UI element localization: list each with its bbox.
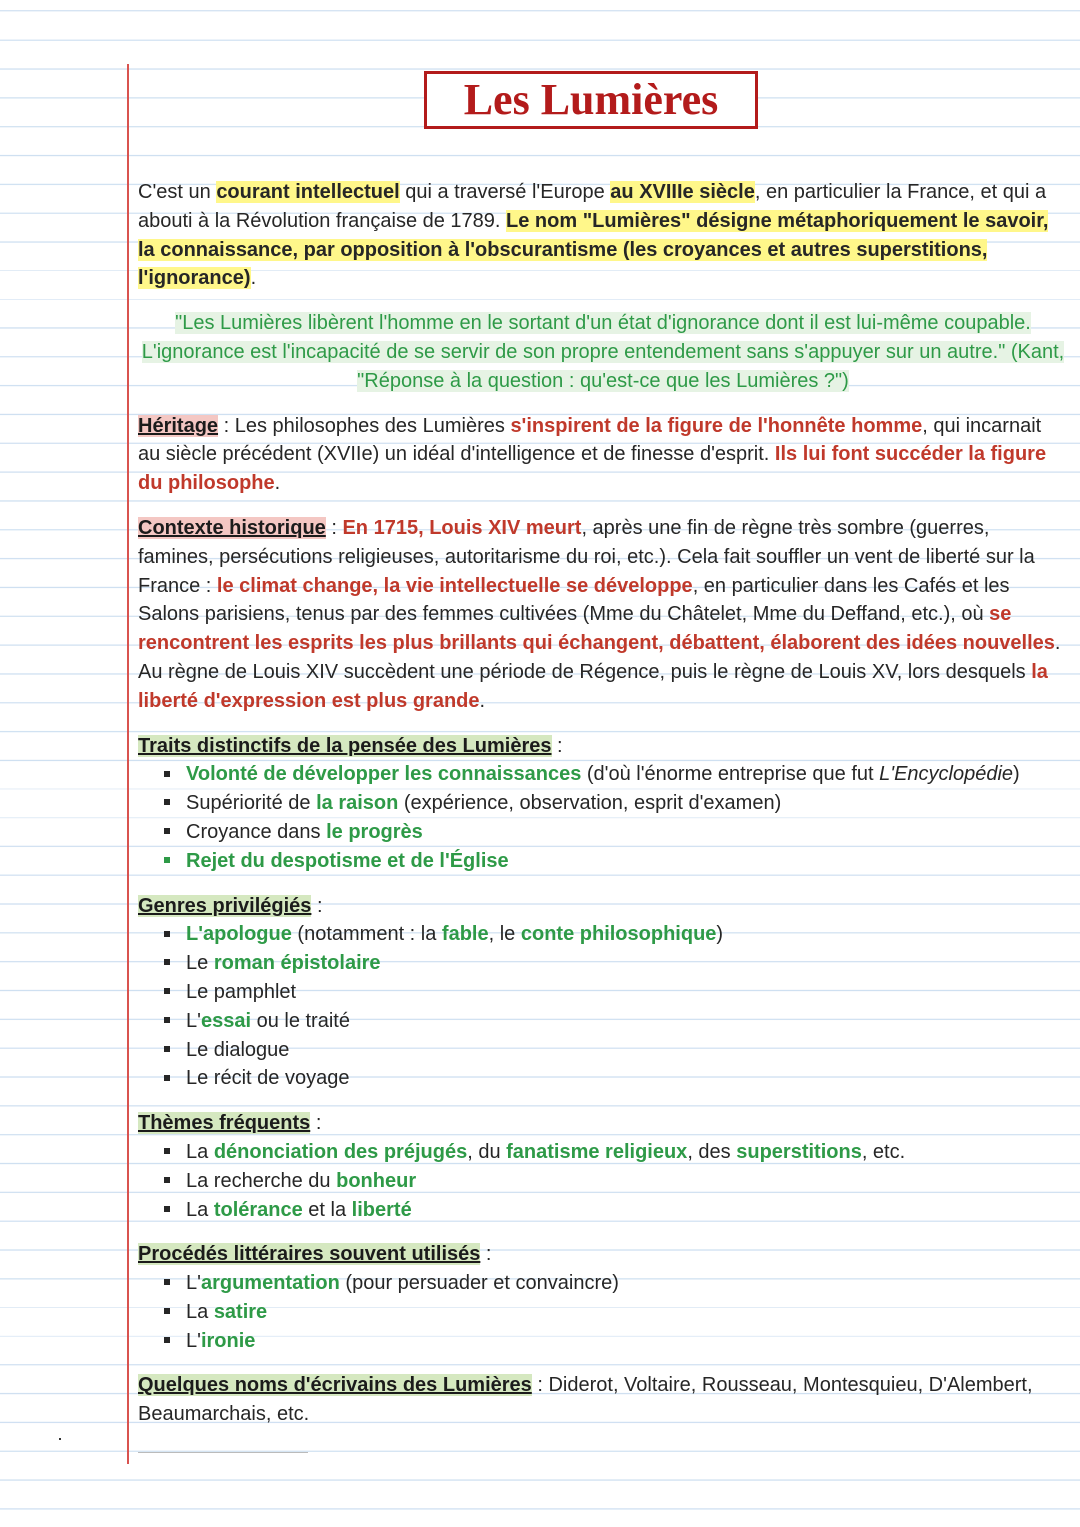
list-item — [164, 978, 1068, 1007]
intro-highlight: courant intellectuel — [216, 181, 400, 203]
heritage-heading: Héritage — [138, 414, 219, 437]
bullet-icon — [164, 949, 170, 978]
item-text: (notamment : la — [291, 923, 442, 946]
item-text: Le — [186, 952, 214, 975]
item-emphasis: ironie — [200, 1329, 256, 1352]
list-item — [164, 1167, 1068, 1196]
item-emphasis: roman épistolaire — [213, 952, 381, 975]
procedes-section — [138, 1240, 1068, 1355]
quote-text: "Les Lumières libèrent l'homme en le sortant d'un état d'ignorance dont il est lui-même coupable. L'ignorance est l'incapacité de se servir de son propre entendement sans s'appuyer sur un autre." (Kant, "Réponse à la question : qu'est-ce que les Lumières ?") — [141, 312, 1065, 392]
item-text: Le récit de voyage — [186, 1067, 350, 1090]
contexte-text: . Au règne de Louis XIV succèdent une période de Régence, puis le règne de Louis XV, lors desquels — [138, 632, 1061, 683]
bullet-icon — [164, 1007, 170, 1036]
intro-text: , en particulier la France, et qui a abouti à la Révolution française de 1789. — [138, 181, 1047, 232]
item-emphasis: fanatisme religieux — [506, 1140, 688, 1163]
list-item — [164, 1036, 1068, 1065]
item-emphasis: argumentation — [200, 1272, 340, 1295]
bullet-icon — [164, 1269, 170, 1298]
list-item — [164, 1007, 1068, 1036]
heritage-text: : Les philosophes des Lumières — [218, 414, 511, 437]
item-text: (d'où l'énorme entreprise que fut — [581, 763, 880, 786]
bullet-icon — [164, 1064, 170, 1093]
heritage-text: , qui incarnait au siècle précédent (XVIIe) un idéal d'intelligence et de finesse d'esprit. — [138, 414, 1042, 466]
themes-list — [138, 1138, 1068, 1224]
traits-heading: Traits distinctifs de la pensée des Lumières — [138, 734, 552, 757]
genres-section — [138, 892, 1068, 1094]
intro-text: qui a traversé l'Europe — [399, 181, 611, 203]
list-item — [164, 1064, 1068, 1093]
heritage-emphasis: Ils lui font succéder la figure du philosophe — [138, 443, 1047, 495]
bullet-icon — [164, 760, 170, 789]
intro-highlight: au XVIIIe siècle — [610, 181, 755, 203]
item-text: Croyance dans — [186, 820, 327, 843]
contexte-emphasis: le climat change, la vie intellectuelle se développe — [216, 574, 693, 597]
list-item — [164, 789, 1068, 818]
themes-section — [138, 1109, 1068, 1224]
heading-colon: : — [480, 1243, 492, 1266]
heading-colon: : — [551, 734, 563, 757]
margin-line — [127, 64, 129, 1464]
contexte-emphasis: En 1715, Louis XIV meurt — [342, 516, 582, 539]
item-italic: L'Encyclopédie — [879, 763, 1014, 786]
item-emphasis: conte philosophique — [520, 923, 717, 946]
item-text: , etc. — [861, 1140, 906, 1163]
heritage-emphasis: s'inspirent de la figure de l'honnête homme — [510, 414, 923, 437]
page-title: Les Lumières — [463, 75, 719, 124]
item-emphasis: liberté — [351, 1198, 412, 1221]
item-text: L' — [186, 1272, 201, 1295]
item-emphasis: Rejet du despotisme et de l'Église — [186, 849, 509, 872]
item-emphasis: satire — [213, 1300, 268, 1323]
item-emphasis: fable — [441, 923, 489, 946]
traits-list — [138, 760, 1068, 875]
ecrivains-text: : Diderot, Voltaire, Rousseau, Montesquieu, D'Alembert, Beaumarchais, etc. — [138, 1374, 1033, 1426]
list-item — [164, 847, 1068, 876]
ecrivains-heading: Quelques noms d'écrivains des Lumières — [138, 1374, 532, 1397]
contexte-text: . — [479, 689, 486, 712]
list-item — [164, 920, 1068, 949]
bullet-icon — [164, 818, 170, 847]
contexte-heading: Contexte historique — [138, 516, 326, 539]
bullet-icon — [164, 847, 170, 876]
item-emphasis: superstitions — [736, 1140, 862, 1163]
list-item — [164, 818, 1068, 847]
bullet-icon — [164, 920, 170, 949]
heading-colon: : — [311, 894, 323, 917]
item-text: , du — [467, 1140, 507, 1163]
list-item — [164, 1196, 1068, 1225]
item-emphasis: dénonciation des préjugés — [213, 1140, 468, 1163]
list-item — [164, 760, 1068, 789]
kant-quote — [138, 309, 1068, 395]
heritage-text: . — [274, 472, 281, 495]
item-text: ) — [716, 923, 724, 946]
contexte-text: : — [325, 516, 343, 539]
list-item — [164, 1138, 1068, 1167]
contexte-emphasis: se rencontrent les esprits les plus brillants qui échangent, débattent, élaborent des idées nouvelles — [138, 603, 1055, 655]
themes-heading: Thèmes fréquents — [138, 1112, 311, 1135]
content — [138, 178, 1068, 1429]
traits-section — [138, 732, 1068, 876]
item-text: Supériorité de — [186, 792, 317, 815]
bullet-icon — [164, 1036, 170, 1065]
item-text: Le pamphlet — [186, 980, 297, 1003]
item-text: , le — [488, 923, 521, 946]
bullet-icon — [164, 1327, 170, 1356]
contexte-emphasis: la liberté d'expression est plus grande — [138, 660, 1048, 712]
bullet-icon — [164, 978, 170, 1007]
item-emphasis: la raison — [316, 792, 399, 815]
item-text: ou le traité — [251, 1009, 350, 1032]
bullet-icon — [164, 1167, 170, 1196]
contexte-text: , après une fin de règne très sombre (guerres, famines, persécutions religieuses, autoritarisme du roi, etc.). Cela fait souffler un vent de liberté sur la France : — [138, 516, 1035, 597]
bottom-rule — [138, 1452, 308, 1453]
contexte-text: , en particulier dans les Cafés et les Salons parisiens, tenus par des femmes cultivées (Mme du Châtelet, Mme du Deffand, etc.), où — [138, 574, 1010, 626]
bullet-icon — [164, 1138, 170, 1167]
bullet-icon — [164, 1298, 170, 1327]
procedes-heading: Procédés littéraires souvent utilisés — [138, 1243, 481, 1266]
item-text: L' — [186, 1329, 201, 1352]
stray-dot — [59, 1438, 61, 1440]
item-emphasis: bonheur — [336, 1169, 417, 1192]
intro-text: . — [250, 267, 257, 290]
item-text: , des — [687, 1140, 737, 1163]
item-emphasis: tolérance — [213, 1198, 303, 1221]
heritage-paragraph — [138, 412, 1068, 498]
item-emphasis: essai — [200, 1009, 252, 1032]
item-text: ) — [1013, 763, 1020, 786]
item-text: La — [186, 1140, 214, 1163]
item-text: La — [186, 1300, 214, 1323]
list-item — [164, 949, 1068, 978]
item-text: L' — [186, 1009, 201, 1032]
bullet-icon — [164, 789, 170, 818]
genres-heading: Genres privilégiés — [138, 894, 312, 917]
item-emphasis: Volonté de développer les connaissances — [186, 763, 582, 786]
item-text: (expérience, observation, esprit d'examen) — [398, 792, 782, 815]
list-item — [164, 1327, 1068, 1356]
item-text: La — [186, 1198, 214, 1221]
ecrivains-paragraph — [138, 1371, 1068, 1429]
list-item — [164, 1269, 1068, 1298]
heading-colon: : — [310, 1112, 322, 1135]
genres-list — [138, 920, 1068, 1093]
list-item — [164, 1298, 1068, 1327]
intro-text: C'est un — [138, 181, 217, 203]
contexte-paragraph — [138, 514, 1068, 716]
item-emphasis: le progrès — [326, 820, 423, 843]
title-box — [424, 71, 758, 129]
item-text: Le dialogue — [186, 1038, 290, 1061]
procedes-list — [138, 1269, 1068, 1355]
intro-paragraph — [138, 178, 1068, 293]
intro-highlight: Le nom "Lumières" désigne métaphoriquement le savoir, la connaissance, par opposition à l'obscurantisme (les croyances et autres superstitions, l'ignorance) — [138, 209, 1049, 290]
item-text: La recherche du — [186, 1169, 337, 1192]
item-text: (pour persuader et convaincre) — [339, 1272, 619, 1295]
item-emphasis: L'apologue — [186, 923, 292, 946]
bullet-icon — [164, 1196, 170, 1225]
item-text: et la — [302, 1198, 352, 1221]
